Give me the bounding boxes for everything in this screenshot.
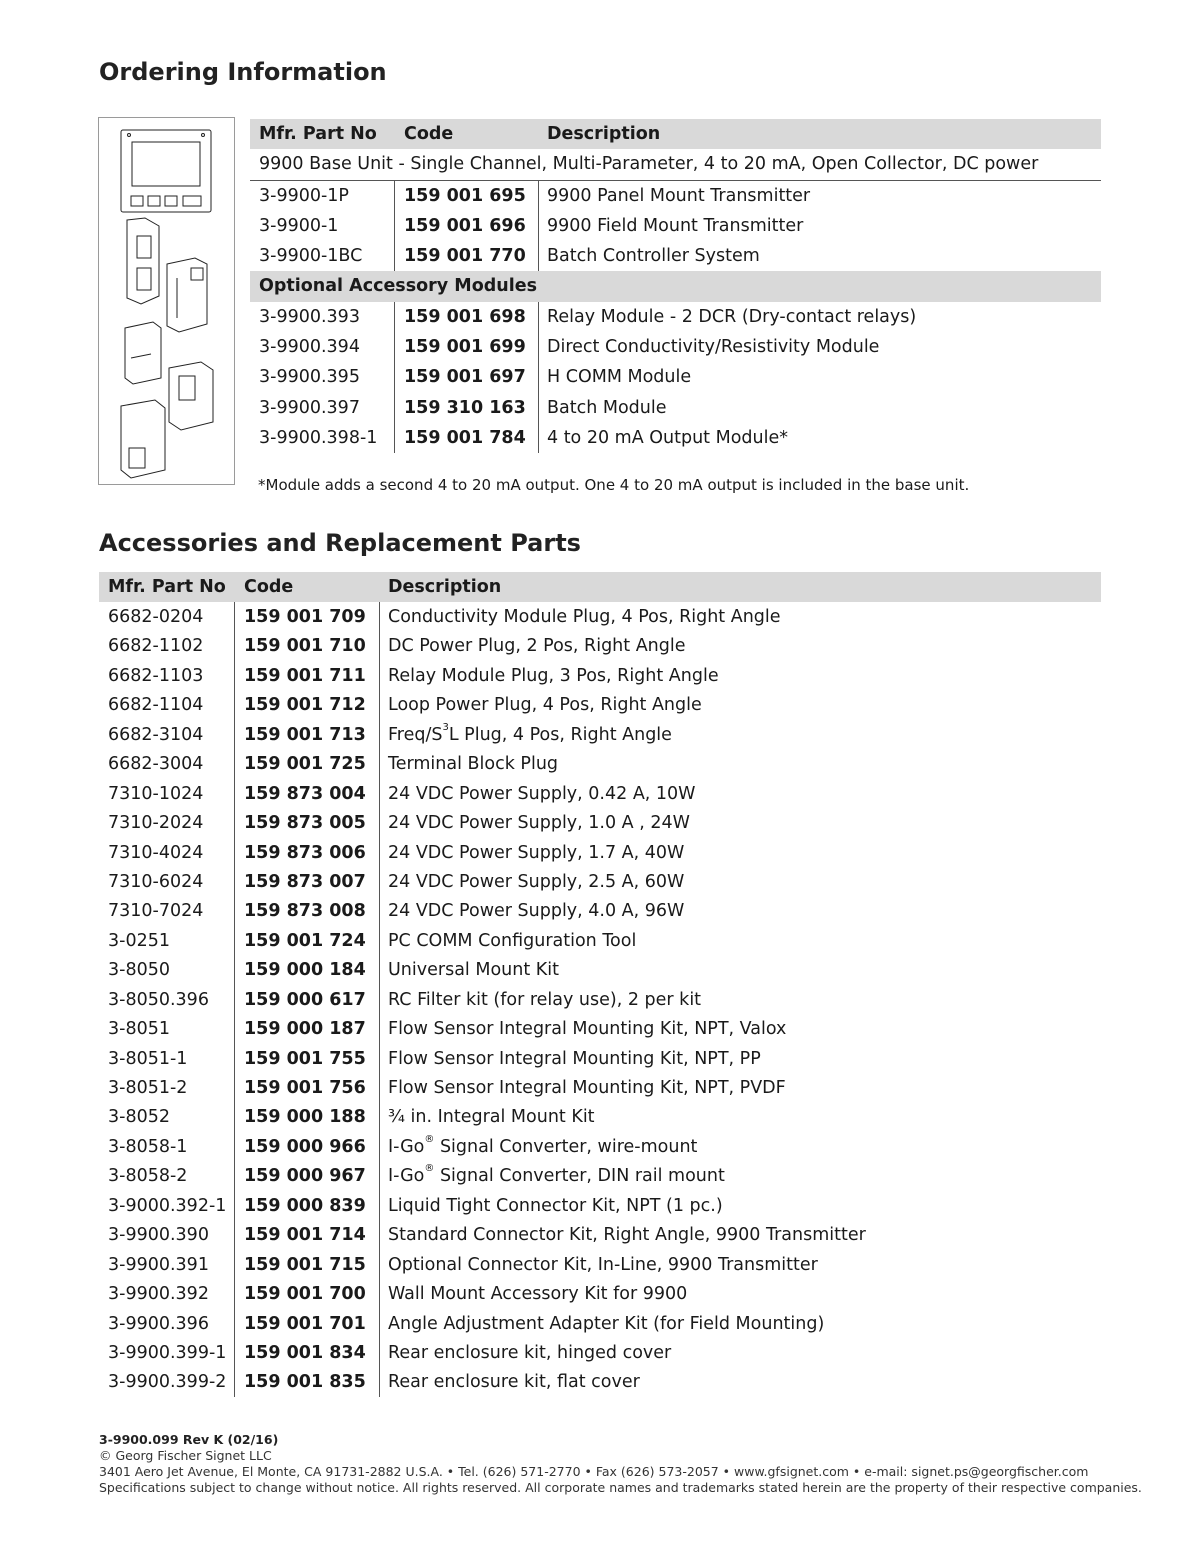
part-code: 159 001 710: [244, 636, 366, 657]
description-text: Signal Converter, DIN rail mount: [434, 1166, 725, 1187]
column-divider: [394, 241, 395, 271]
part-number: 3-9900.393: [259, 306, 360, 327]
product-illustration-icon: [99, 118, 234, 484]
part-number: 6682-0204: [108, 607, 204, 627]
part-number: 7310-2024: [108, 813, 204, 834]
part-number: 3-9900.397: [259, 397, 360, 418]
table-row: [99, 779, 1101, 808]
part-description: [388, 1163, 725, 1187]
part-code: 159 000 187: [244, 1019, 366, 1040]
part-description: 24 VDC Power Supply, 4.0 A, 96W: [388, 901, 685, 922]
accessories-table: [99, 572, 1101, 1397]
part-code: 159 310 163: [404, 397, 526, 418]
accessories-table-header: [99, 572, 1101, 602]
part-number: 3-9900.390: [108, 1225, 209, 1246]
column-divider: [394, 423, 395, 453]
column-divider: [394, 332, 395, 362]
part-description: Flow Sensor Integral Mounting Kit, NPT, PP: [388, 1048, 761, 1069]
table-row: [250, 393, 1101, 423]
part-number: 3-9900.391: [108, 1254, 209, 1275]
table-row: [99, 985, 1101, 1014]
part-description: Relay Module - 2 DCR (Dry-contact relays): [547, 306, 917, 327]
part-description: 4 to 20 mA Output Module*: [547, 427, 788, 448]
part-description: H COMM Module: [547, 367, 692, 388]
part-code: 159 001 784: [404, 427, 526, 448]
part-code: 159 001 834: [244, 1342, 366, 1363]
header-description: Description: [388, 577, 502, 597]
part-number: 7310-1024: [108, 783, 204, 804]
part-number: 3-8051: [108, 1019, 170, 1040]
part-code: 159 873 007: [244, 871, 366, 892]
part-code: 159 001 695: [404, 185, 526, 206]
part-number: 3-8050: [108, 960, 170, 981]
part-description: Loop Power Plug, 4 Pos, Right Angle: [388, 695, 702, 716]
header-part: Mfr. Part No: [259, 124, 377, 144]
address: 3401 Aero Jet Avenue, El Monte, CA 91731-2882 U.S.A. • Tel. (626) 571-2770 • Fax (626) 573-2057 • www.gfsignet.com • e-mail: signet.ps@georgfischer.com: [99, 1464, 1089, 1479]
part-code: 159 873 006: [244, 842, 366, 863]
part-code: 159 000 184: [244, 960, 366, 981]
ordering-footnote: *Module adds a second 4 to 20 mA output. One 4 to 20 mA output is included in the base unit.: [258, 476, 970, 494]
part-number: 3-9900-1: [259, 215, 339, 236]
description-text: L Plug, 4 Pos, Right Angle: [448, 724, 672, 745]
part-description: 24 VDC Power Supply, 0.42 A, 10W: [388, 783, 696, 804]
column-divider: [538, 332, 539, 362]
part-code: 159 000 839: [244, 1195, 366, 1216]
part-code: 159 873 004: [244, 783, 366, 804]
table-row: [99, 1250, 1101, 1279]
column-divider: [538, 181, 539, 211]
part-description: Conductivity Module Plug, 4 Pos, Right Angle: [388, 607, 781, 627]
header-description: Description: [547, 124, 661, 144]
table-row: [99, 749, 1101, 778]
table-row: [99, 690, 1101, 719]
part-number: 3-9900.399-2: [108, 1372, 227, 1393]
table-row: [99, 955, 1101, 984]
part-code: 159 001 724: [244, 930, 366, 951]
part-code: 159 001 714: [244, 1225, 366, 1246]
column-divider: [394, 181, 395, 211]
part-number: 3-9900.394: [259, 337, 360, 358]
column-divider: [394, 362, 395, 392]
table-row: [99, 1132, 1101, 1161]
table-row: [250, 302, 1101, 332]
part-description: Rear enclosure kit, flat cover: [388, 1372, 640, 1393]
table-row: [99, 1279, 1101, 1308]
part-description: Universal Mount Kit: [388, 960, 559, 981]
part-code: 159 001 699: [404, 337, 526, 358]
table-row: [250, 181, 1101, 211]
part-number: 6682-3004: [108, 754, 204, 775]
part-code: 159 000 966: [244, 1136, 366, 1157]
description-prefix: I-Go: [388, 1166, 425, 1187]
ordering-table-header: [250, 119, 1101, 149]
part-code: 159 001 709: [244, 607, 366, 627]
part-code: 159 001 725: [244, 754, 366, 775]
base-unit-row: [250, 149, 1101, 180]
part-description: Rear enclosure kit, hinged cover: [388, 1342, 672, 1363]
part-number: 7310-6024: [108, 871, 204, 892]
part-description: Liquid Tight Connector Kit, NPT (1 pc.): [388, 1195, 723, 1216]
column-divider: [538, 241, 539, 271]
part-number: 3-9900-1P: [259, 185, 349, 206]
column-divider: [538, 393, 539, 423]
part-number: 3-9900-1BC: [259, 246, 363, 267]
doc-reference: 3-9900.099 Rev K (02/16): [99, 1432, 279, 1447]
part-description: RC Filter kit (for relay use), 2 per kit: [388, 989, 702, 1010]
part-description: 24 VDC Power Supply, 1.7 A, 40W: [388, 842, 685, 863]
part-number: 3-8058-1: [108, 1136, 188, 1157]
table-row: [99, 720, 1101, 749]
table-row: [99, 1367, 1101, 1396]
part-number: 7310-4024: [108, 842, 204, 863]
part-description: 9900 Field Mount Transmitter: [547, 215, 804, 236]
accessories-title: Accessories and Replacement Parts: [99, 529, 581, 557]
table-row: [250, 332, 1101, 362]
part-code: 159 001 713: [244, 724, 366, 745]
table-row: [99, 1309, 1101, 1338]
part-code: 159 001 697: [404, 367, 526, 388]
part-description: [388, 1133, 698, 1157]
part-code: 159 000 188: [244, 1107, 366, 1128]
table-row: [99, 602, 1101, 631]
part-code: 159 001 770: [404, 246, 526, 267]
part-code: 159 001 715: [244, 1254, 366, 1275]
table-row: [99, 1014, 1101, 1043]
part-description: Batch Controller System: [547, 246, 760, 267]
part-number: 3-9900.396: [108, 1313, 209, 1334]
part-code: 159 001 756: [244, 1078, 366, 1098]
part-code: 159 001 696: [404, 215, 526, 236]
column-divider: [394, 211, 395, 241]
part-code: 159 000 967: [244, 1166, 366, 1187]
part-description: 9900 Panel Mount Transmitter: [547, 185, 811, 206]
header-code: Code: [244, 577, 294, 597]
part-code: 159 001 701: [244, 1313, 366, 1334]
part-description: Terminal Block Plug: [388, 754, 559, 775]
part-number: 6682-1104: [108, 695, 204, 716]
table-row: [250, 241, 1101, 271]
table-row: [99, 1161, 1101, 1190]
part-description: Optional Connector Kit, In-Line, 9900 Transmitter: [388, 1254, 818, 1275]
column-divider: [394, 302, 395, 332]
description-superscript: 3: [442, 721, 449, 733]
table-row: [99, 867, 1101, 896]
table-row: [250, 362, 1101, 392]
description-text: Signal Converter, wire-mount: [434, 1136, 698, 1157]
part-number: 6682-3104: [108, 724, 204, 745]
header-code: Code: [404, 124, 454, 144]
base-unit-text: 9900 Base Unit - Single Channel, Multi-Parameter, 4 to 20 mA, Open Collector, DC power: [259, 154, 1039, 175]
column-divider: [538, 362, 539, 392]
column-divider: [538, 302, 539, 332]
header-part: Mfr. Part No: [108, 577, 226, 597]
ordering-table: [250, 119, 1101, 453]
part-code: 159 001 835: [244, 1372, 366, 1393]
table-row: [99, 838, 1101, 867]
part-description: [388, 721, 672, 745]
part-description: Batch Module: [547, 397, 667, 418]
part-code: 159 001 712: [244, 695, 366, 716]
part-number: 3-8051-1: [108, 1048, 188, 1069]
copyright: © Georg Fischer Signet LLC: [99, 1448, 272, 1463]
part-description: Flow Sensor Integral Mounting Kit, NPT, Valox: [388, 1019, 787, 1040]
description-superscript: ®: [424, 1133, 435, 1145]
part-description: Angle Adjustment Adapter Kit (for Field Mounting): [388, 1313, 825, 1334]
part-number: 3-9900.395: [259, 367, 360, 388]
part-number: 3-9900.399-1: [108, 1342, 227, 1363]
part-description: 24 VDC Power Supply, 2.5 A, 60W: [388, 871, 685, 892]
table-row: [99, 1044, 1101, 1073]
optional-modules-title: Optional Accessory Modules: [259, 276, 538, 297]
description-prefix: Freq/S: [388, 724, 443, 745]
part-number: 6682-1102: [108, 636, 204, 657]
part-description: Flow Sensor Integral Mounting Kit, NPT, PVDF: [388, 1078, 786, 1098]
part-description: DC Power Plug, 2 Pos, Right Angle: [388, 636, 686, 657]
part-code: 159 873 008: [244, 901, 366, 922]
disclaimer: Specifications subject to change without notice. All rights reserved. All corporate names and trademarks stated herein are the property of their respective companies.: [99, 1480, 1142, 1495]
part-code: 159 873 005: [244, 813, 366, 834]
part-description: Wall Mount Accessory Kit for 9900: [388, 1284, 688, 1305]
part-number: 3-0251: [108, 930, 170, 951]
optional-modules-header: [250, 271, 1101, 301]
part-number: 3-8050.396: [108, 989, 209, 1010]
description-superscript: ®: [424, 1163, 435, 1175]
ordering-title: Ordering Information: [99, 58, 387, 86]
table-row: [99, 926, 1101, 955]
part-number: 3-8052: [108, 1107, 170, 1128]
table-row: [99, 661, 1101, 690]
column-divider: [394, 393, 395, 423]
part-number: 3-8051-2: [108, 1078, 188, 1098]
part-number: 3-9900.398-1: [259, 427, 378, 448]
table-row: [99, 1073, 1101, 1102]
part-description: Standard Connector Kit, Right Angle, 9900 Transmitter: [388, 1225, 866, 1246]
part-code: 159 000 617: [244, 989, 366, 1010]
table-row: [99, 1220, 1101, 1249]
part-number: 3-9900.392: [108, 1284, 209, 1305]
part-code: 159 001 700: [244, 1284, 366, 1305]
part-number: 3-9000.392-1: [108, 1195, 227, 1216]
part-number: 7310-7024: [108, 901, 204, 922]
part-description: PC COMM Configuration Tool: [388, 930, 637, 951]
part-description: ¾ in. Integral Mount Kit: [388, 1107, 595, 1128]
table-row: [99, 808, 1101, 837]
table-row: [250, 211, 1101, 241]
column-divider: [538, 211, 539, 241]
table-row: [99, 1102, 1101, 1131]
table-row: [99, 1338, 1101, 1367]
part-number: 6682-1103: [108, 665, 204, 686]
page-footer: [99, 1432, 1142, 1496]
part-code: 159 001 711: [244, 665, 366, 686]
description-prefix: I-Go: [388, 1136, 425, 1157]
table-row: [99, 1191, 1101, 1220]
table-row: [250, 423, 1101, 453]
part-code: 159 001 698: [404, 306, 526, 327]
product-images: [98, 117, 235, 485]
part-number: 3-8058-2: [108, 1166, 188, 1187]
table-row: [99, 896, 1101, 925]
part-description: 24 VDC Power Supply, 1.0 A , 24W: [388, 813, 690, 834]
column-divider: [538, 423, 539, 453]
part-description: Direct Conductivity/Resistivity Module: [547, 337, 880, 358]
table-row: [99, 631, 1101, 660]
part-description: Relay Module Plug, 3 Pos, Right Angle: [388, 665, 719, 686]
part-code: 159 001 755: [244, 1048, 366, 1069]
